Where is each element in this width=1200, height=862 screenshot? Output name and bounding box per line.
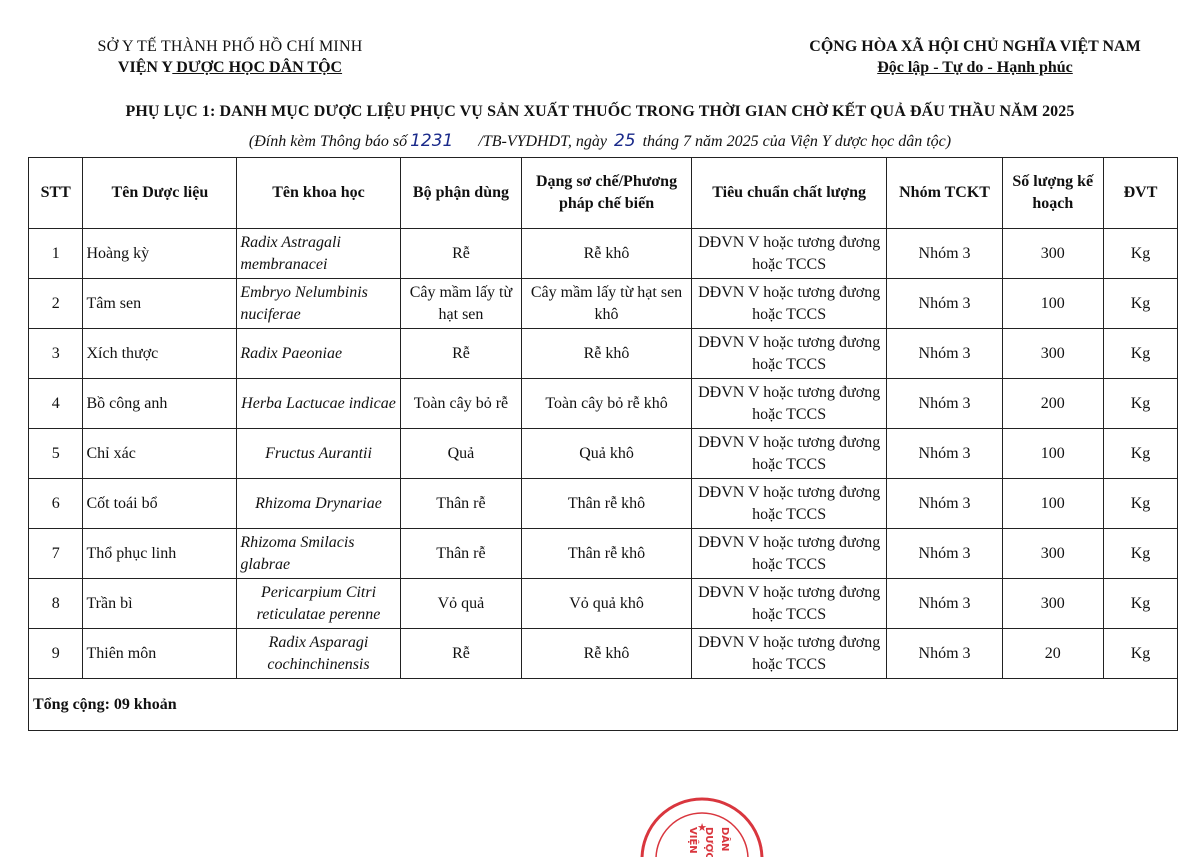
cell-unit: Kg bbox=[1103, 329, 1177, 379]
cell-standard: DĐVN V hoặc tương đương hoặc TCCS bbox=[691, 329, 887, 379]
document-subtitle bbox=[0, 131, 1200, 151]
header-part: Bộ phận dùng bbox=[400, 158, 522, 229]
cell-stt: 8 bbox=[29, 579, 83, 629]
cell-scientific: Embryo Nelumbinis nuciferae bbox=[237, 279, 400, 329]
institute-prefix: VIỆN Y bbox=[117, 59, 173, 76]
cell-scientific: Pericarpium Citri reticulatae perenne bbox=[237, 579, 400, 629]
svg-text:DÂN: DÂN bbox=[719, 827, 730, 852]
cell-part: Vỏ quả bbox=[400, 579, 522, 629]
cell-stt: 3 bbox=[29, 329, 83, 379]
motto-text: Độc lập - Tự do - Hạnh phúc bbox=[877, 59, 1073, 76]
cell-quantity: 300 bbox=[1002, 579, 1103, 629]
republic-name: CỘNG HÒA XÃ HỘI CHỦ NGHĨA VIỆT NAM bbox=[809, 38, 1141, 55]
cell-processing: Rễ khô bbox=[522, 229, 692, 279]
cell-scientific: Radix Paeoniae bbox=[237, 329, 400, 379]
table-row bbox=[29, 479, 1178, 529]
cell-group: Nhóm 3 bbox=[887, 629, 1002, 679]
subtitle-part2: /TB-VYDHDT, ngày bbox=[478, 133, 607, 150]
header-group: Nhóm TCKT bbox=[887, 158, 1002, 229]
cell-processing: Toàn cây bỏ rễ khô bbox=[522, 379, 692, 429]
table-row bbox=[29, 379, 1178, 429]
cell-stt: 5 bbox=[29, 429, 83, 479]
cell-scientific: Rhizoma Smilacis glabrae bbox=[237, 529, 400, 579]
herb-table bbox=[28, 157, 1178, 731]
cell-group: Nhóm 3 bbox=[887, 379, 1002, 429]
header-processing: Dạng sơ chế/Phương pháp chế biến bbox=[522, 158, 692, 229]
cell-group: Nhóm 3 bbox=[887, 279, 1002, 329]
cell-standard: DĐVN V hoặc tương đương hoặc TCCS bbox=[691, 229, 887, 279]
header-name: Tên Dược liệu bbox=[83, 158, 237, 229]
cell-group: Nhóm 3 bbox=[887, 229, 1002, 279]
cell-stt: 7 bbox=[29, 529, 83, 579]
cell-name: Bồ công anh bbox=[83, 379, 237, 429]
table-row bbox=[29, 429, 1178, 479]
national-header bbox=[760, 36, 1190, 78]
cell-part: Cây mầm lấy từ hạt sen bbox=[400, 279, 522, 329]
cell-group: Nhóm 3 bbox=[887, 529, 1002, 579]
header-standard: Tiêu chuẩn chất lượng bbox=[691, 158, 887, 229]
cell-name: Trần bì bbox=[83, 579, 237, 629]
cell-name: Cốt toái bổ bbox=[83, 479, 237, 529]
cell-quantity: 300 bbox=[1002, 329, 1103, 379]
total-row bbox=[29, 679, 1178, 731]
cell-name: Chỉ xác bbox=[83, 429, 237, 479]
cell-quantity: 20 bbox=[1002, 629, 1103, 679]
cell-part: Toàn cây bỏ rễ bbox=[400, 379, 522, 429]
cell-stt: 4 bbox=[29, 379, 83, 429]
ministry-name: SỞ Y TẾ THÀNH PHỐ HỒ CHÍ MINH bbox=[97, 38, 363, 55]
cell-unit: Kg bbox=[1103, 379, 1177, 429]
cell-processing: Thân rễ khô bbox=[522, 529, 692, 579]
cell-standard: DĐVN V hoặc tương đương hoặc TCCS bbox=[691, 379, 887, 429]
table-row bbox=[29, 529, 1178, 579]
svg-text:★: ★ bbox=[697, 821, 707, 834]
subtitle-part1: (Đính kèm Thông báo số bbox=[248, 133, 408, 150]
cell-scientific: Rhizoma Drynariae bbox=[237, 479, 400, 529]
table-row bbox=[29, 329, 1178, 379]
institute-suffix: DƯỢC HỌC DÂN TỘC bbox=[172, 59, 343, 76]
cell-quantity: 100 bbox=[1002, 479, 1103, 529]
table-row bbox=[29, 629, 1178, 679]
cell-name: Tâm sen bbox=[83, 279, 237, 329]
cell-name: Hoàng kỳ bbox=[83, 229, 237, 279]
cell-standard: DĐVN V hoặc tương đương hoặc TCCS bbox=[691, 629, 887, 679]
cell-unit: Kg bbox=[1103, 579, 1177, 629]
cell-standard: DĐVN V hoặc tương đương hoặc TCCS bbox=[691, 529, 887, 579]
cell-processing: Thân rễ khô bbox=[522, 479, 692, 529]
cell-processing: Rễ khô bbox=[522, 329, 692, 379]
cell-unit: Kg bbox=[1103, 229, 1177, 279]
cell-standard: DĐVN V hoặc tương đương hoặc TCCS bbox=[691, 479, 887, 529]
cell-group: Nhóm 3 bbox=[887, 329, 1002, 379]
svg-text:DƯỢC: DƯỢC bbox=[703, 827, 714, 857]
cell-standard: DĐVN V hoặc tương đương hoặc TCCS bbox=[691, 279, 887, 329]
subtitle-part3: tháng 7 năm 2025 của Viện Y dược học dân tộc) bbox=[642, 133, 952, 150]
svg-text:VIỆN: VIỆN bbox=[687, 827, 698, 854]
table-row bbox=[29, 229, 1178, 279]
cell-processing: Vỏ quả khô bbox=[522, 579, 692, 629]
cell-standard: DĐVN V hoặc tương đương hoặc TCCS bbox=[691, 429, 887, 479]
handwritten-day: 25 bbox=[613, 131, 636, 151]
cell-part: Rễ bbox=[400, 329, 522, 379]
cell-scientific: Fructus Aurantii bbox=[237, 429, 400, 479]
table-row bbox=[29, 579, 1178, 629]
cell-part: Rễ bbox=[400, 629, 522, 679]
header-quantity: Số lượng kế hoạch bbox=[1002, 158, 1103, 229]
cell-part: Thân rễ bbox=[400, 479, 522, 529]
cell-stt: 9 bbox=[29, 629, 83, 679]
cell-part: Rễ bbox=[400, 229, 522, 279]
cell-group: Nhóm 3 bbox=[887, 429, 1002, 479]
cell-processing: Cây mầm lấy từ hạt sen khô bbox=[522, 279, 692, 329]
cell-quantity: 100 bbox=[1002, 429, 1103, 479]
cell-scientific: Radix Asparagi cochinchinensis bbox=[237, 629, 400, 679]
cell-name: Thiên môn bbox=[83, 629, 237, 679]
cell-unit: Kg bbox=[1103, 479, 1177, 529]
document-title: PHỤ LỤC 1: DANH MỤC DƯỢC LIỆU PHỤC VỤ SẢN XUẤT THUỐC TRONG THỜI GIAN CHỜ KẾT QUẢ ĐẤU THẦU NĂM 2025 bbox=[125, 103, 1075, 120]
cell-stt: 2 bbox=[29, 279, 83, 329]
cell-standard: DĐVN V hoặc tương đương hoặc TCCS bbox=[691, 579, 887, 629]
official-seal bbox=[634, 797, 770, 857]
cell-name: Thổ phục linh bbox=[83, 529, 237, 579]
header-scientific: Tên khoa học bbox=[237, 158, 400, 229]
cell-processing: Quả khô bbox=[522, 429, 692, 479]
institute-name bbox=[60, 57, 400, 78]
cell-stt: 1 bbox=[29, 229, 83, 279]
issuing-authority bbox=[60, 36, 400, 78]
national-motto bbox=[760, 57, 1190, 78]
header-unit: ĐVT bbox=[1103, 158, 1177, 229]
cell-unit: Kg bbox=[1103, 429, 1177, 479]
cell-unit: Kg bbox=[1103, 279, 1177, 329]
cell-group: Nhóm 3 bbox=[887, 579, 1002, 629]
cell-quantity: 100 bbox=[1002, 279, 1103, 329]
seal-stamp-icon bbox=[634, 797, 770, 857]
table-header-row bbox=[29, 158, 1178, 229]
cell-scientific: Herba Lactucae indicae bbox=[237, 379, 400, 429]
header-stt: STT bbox=[29, 158, 83, 229]
cell-quantity: 300 bbox=[1002, 229, 1103, 279]
cell-unit: Kg bbox=[1103, 629, 1177, 679]
cell-quantity: 300 bbox=[1002, 529, 1103, 579]
handwritten-number: 1231 bbox=[410, 131, 454, 151]
cell-group: Nhóm 3 bbox=[887, 479, 1002, 529]
cell-part: Quả bbox=[400, 429, 522, 479]
cell-quantity: 200 bbox=[1002, 379, 1103, 429]
cell-part: Thân rễ bbox=[400, 529, 522, 579]
cell-unit: Kg bbox=[1103, 529, 1177, 579]
cell-name: Xích thược bbox=[83, 329, 237, 379]
cell-processing: Rễ khô bbox=[522, 629, 692, 679]
total-label: Tổng cộng: 09 khoản bbox=[29, 679, 1178, 731]
table-row bbox=[29, 279, 1178, 329]
cell-scientific: Radix Astragali membranacei bbox=[237, 229, 400, 279]
cell-stt: 6 bbox=[29, 479, 83, 529]
